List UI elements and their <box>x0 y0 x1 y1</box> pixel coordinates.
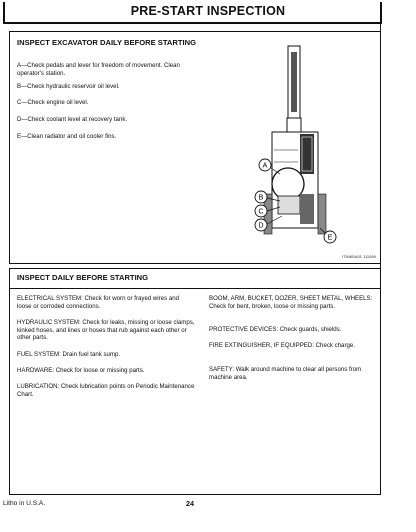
svg-text:C: C <box>258 208 264 216</box>
callout-b <box>255 191 267 203</box>
svg-text:D: D <box>258 222 264 230</box>
check-item-b: B—Check hydraulic reservoir oil level. <box>17 83 120 90</box>
figure-id: IT946DA01 111089 <box>342 255 376 259</box>
check-item-d: D—Check coolant level at recovery tank. <box>17 116 128 123</box>
check-hydraulic: HYDRAULIC SYSTEM: Check for leaks, missing or loose clamps, kinked hoses, and lines or hoses that rub against each other or other parts. <box>17 319 195 342</box>
svg-text:B: B <box>258 194 264 202</box>
svg-text:E: E <box>327 234 333 242</box>
excavator-top-view-illustration <box>238 44 378 254</box>
footer-litho: Litho in U.S.A. <box>3 500 46 507</box>
section-excavator-inspection <box>9 31 381 264</box>
section-heading: INSPECT DAILY BEFORE STARTING <box>17 273 149 282</box>
check-item-e: E—Clean radiator and oil cooler fins. <box>17 133 117 140</box>
check-hardware: HARDWARE: Check for loose or missing parts. <box>17 367 145 374</box>
section-daily-inspection <box>9 268 381 495</box>
check-electrical: ELECTRICAL SYSTEM: Check for worn or frayed wires and loose or corroded connections. <box>17 295 179 310</box>
check-fire-extinguisher: FIRE EXTINGUISHER, IF EQUIPPED: Check charge. <box>209 342 355 349</box>
callout-c <box>255 205 267 217</box>
page-title: PRE-START INSPECTION <box>130 4 286 18</box>
check-protective-devices: PROTECTIVE DEVICES: Check guards, shields. <box>209 326 342 333</box>
check-item-c: C—Check engine oil level. <box>17 99 89 106</box>
svg-text:A: A <box>262 162 268 170</box>
check-lubrication: LUBRICATION: Check lubrication points on Periodic Maintenance Chart. <box>17 383 195 398</box>
heading-divider <box>10 288 380 289</box>
callout-d <box>255 219 267 231</box>
check-item-a: A—Check pedals and lever for freedom of movement. Clean operator's station. <box>17 62 180 77</box>
callout-e <box>324 231 336 243</box>
title-rule <box>3 22 382 24</box>
section-heading: INSPECT EXCAVATOR DAILY BEFORE STARTING <box>17 38 197 47</box>
callout-a <box>259 159 271 171</box>
page-number: 24 <box>186 499 194 508</box>
check-safety: SAFETY: Walk around machine to clear all persons from machine area. <box>209 366 362 381</box>
check-boom-arm-bucket: BOOM, ARM, BUCKET, DOZER, SHEET METAL, WHEELS: Check for bent, broken, loose or missing parts. <box>209 295 373 310</box>
check-fuel: FUEL SYSTEM: Drain fuel tank sump. <box>17 351 121 358</box>
